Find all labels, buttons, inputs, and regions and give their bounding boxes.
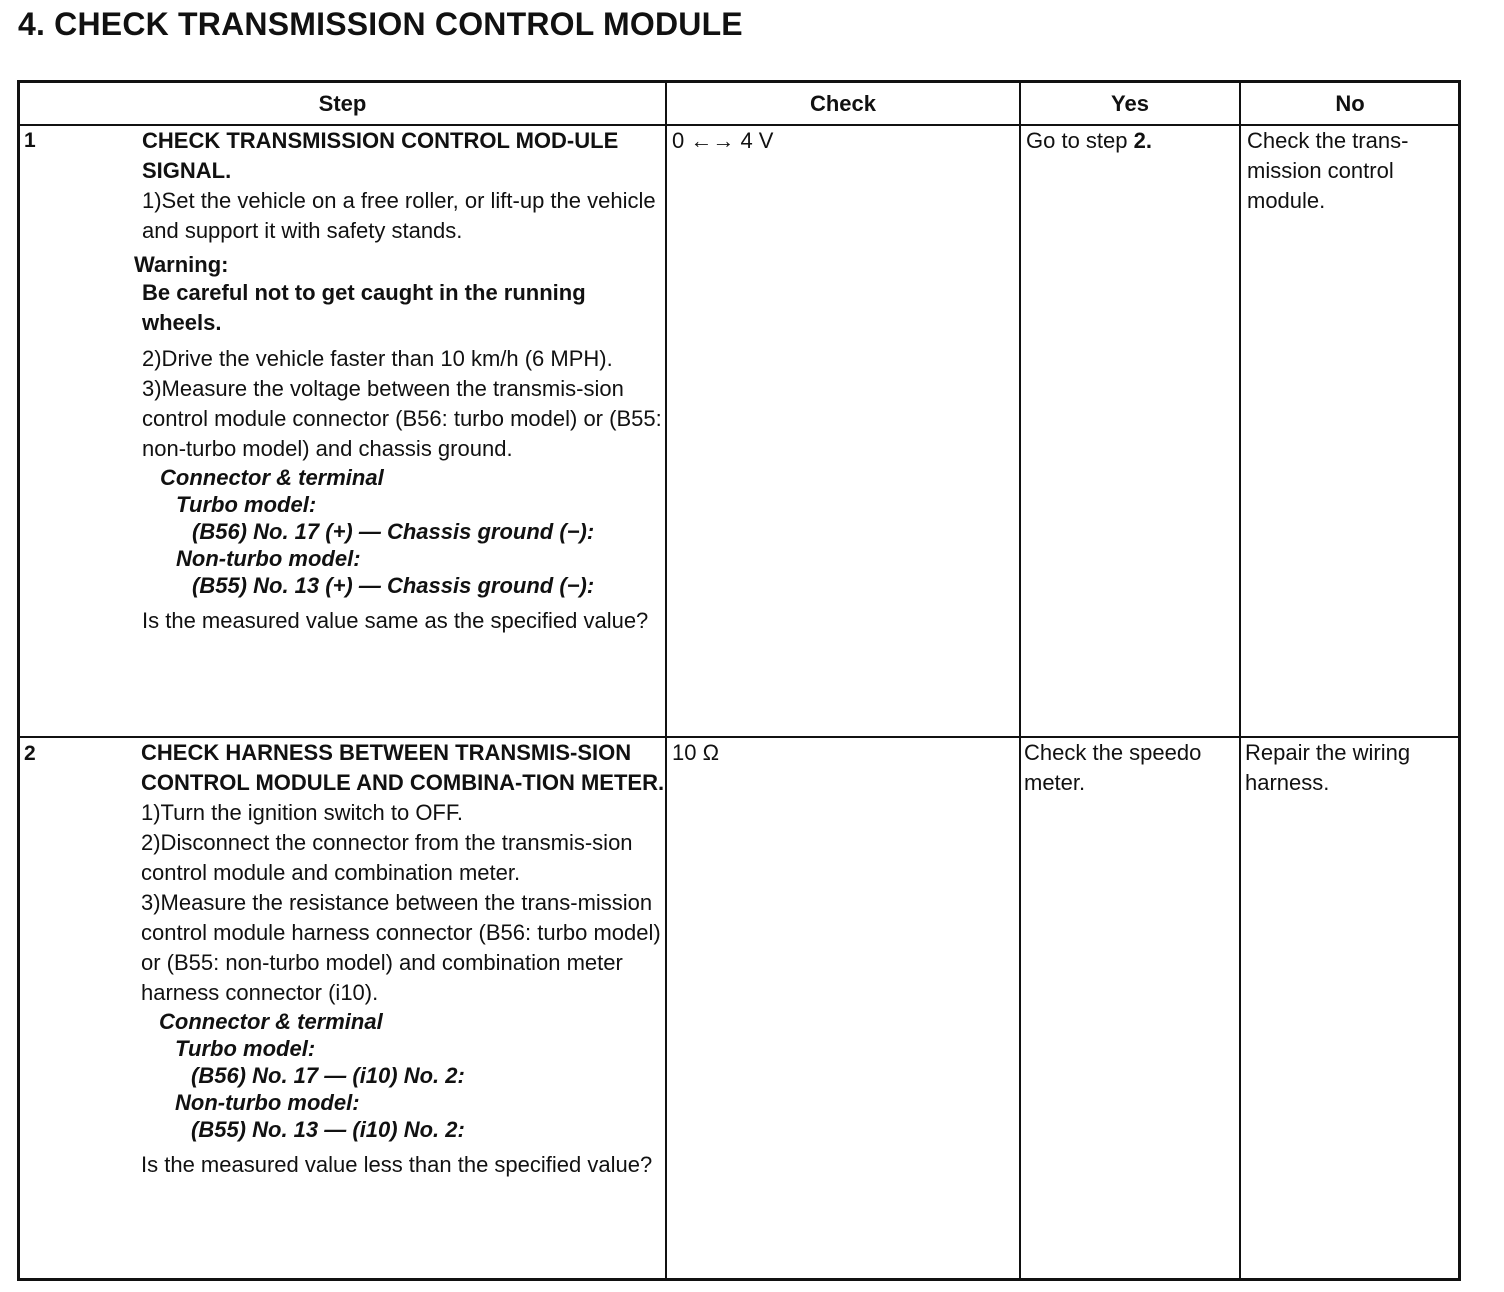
connector-title: Connector & terminal [160,465,384,490]
no-action: Repair the wiring harness. [1245,740,1411,795]
connector-title: Connector & terminal [159,1009,383,1034]
turbo-label: Turbo model: [175,1036,316,1061]
instruction: 1)Turn the ignition switch to OFF. [141,800,463,825]
step-heading: CHECK HARNESS BETWEEN TRANSMIS-SION CONTROL MODULE AND COMBINA-TION METER. [141,740,665,795]
turbo-spec: (B56) No. 17 — (i10) No. 2: [191,1063,465,1088]
step-question: Is the measured value less than the specified value? [141,1152,653,1177]
yes-prefix: Go to step [1026,128,1134,153]
warning-text: Be careful not to get caught in the running wheels. [142,280,586,335]
instruction: 2)Disconnect the connector from the transmis-sion control module and combination meter. [141,830,633,885]
column-divider-no [1239,83,1241,1278]
diagnostic-table [17,80,1461,1281]
turbo-spec: (B56) No. 17 (+) — Chassis ground (−): [192,519,595,544]
step-description [141,738,666,1180]
step-heading: CHECK TRANSMISSION CONTROL MOD-ULE SIGNAL. [142,128,619,183]
header-check: Check [809,91,877,116]
yes-action [1026,126,1236,156]
instruction: 1)Set the vehicle on a free roller, or lift-up the vehicle and support it with safety stands. [142,188,656,243]
step-description [134,126,667,636]
step-number: 1 [24,129,36,152]
instruction: 3)Measure the voltage between the transmis-sion control module connector (B56: turbo model) or (B55: non-turbo model) and chassis ground. [142,376,662,461]
turbo-label: Turbo model: [176,492,317,517]
column-divider-yes [1019,83,1021,1278]
nonturbo-spec: (B55) No. 13 (+) — Chassis ground (−): [192,573,595,598]
header-no: No [1335,91,1365,116]
yes-step-ref: 2. [1133,128,1152,153]
instruction: 3)Measure the resistance between the trans-mission control module harness connector (B56: turbo model) or (B55: non-turbo model) and combination meter harness connector (i10). [141,890,661,1005]
header-yes: Yes [1111,91,1149,116]
check-value: 10 Ω [672,740,720,765]
nonturbo-label: Non-turbo model: [175,1090,360,1115]
no-action: Check the trans-mission control module. [1247,128,1409,213]
page-title: 4. CHECK TRANSMISSION CONTROL MODULE [18,6,743,42]
warning-label: Warning: [134,252,229,277]
yes-action: Check the speedo meter. [1024,740,1202,795]
nonturbo-label: Non-turbo model: [176,546,361,571]
step-number: 2 [24,742,36,765]
nonturbo-spec: (B55) No. 13 — (i10) No. 2: [191,1117,465,1142]
check-value: 0 ←→ 4 V [672,128,774,153]
instruction: 2)Drive the vehicle faster than 10 km/h (6 MPH). [142,346,613,371]
step-question: Is the measured value same as the specified value? [142,608,649,633]
header-step: Step [318,91,367,116]
